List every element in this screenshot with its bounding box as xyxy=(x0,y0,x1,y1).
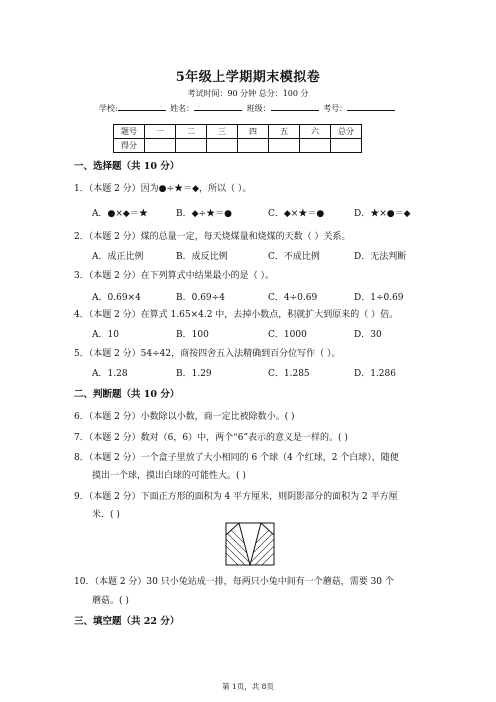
score-cell: 得分 xyxy=(114,139,145,153)
class-label: 班级： xyxy=(246,104,271,113)
option-1c[interactable]: C．◆×★＝● xyxy=(268,209,325,219)
score-input-cell[interactable] xyxy=(300,139,331,153)
option-5a[interactable]: A．1.28 xyxy=(92,369,128,379)
section-heading-choice: 一、选择题（共 10 分） xyxy=(74,161,180,172)
option-2c[interactable]: C．不成比例 xyxy=(268,252,320,262)
option-2d[interactable]: D．无法判断 xyxy=(354,252,407,262)
question-8-continued: 摸出一个球，摸出白球的可能性大。( ) xyxy=(92,471,246,481)
option-4b[interactable]: B．100 xyxy=(176,330,209,340)
option-1a[interactable]: A．●×◆＝★ xyxy=(92,209,148,219)
score-cell: 五 xyxy=(269,125,300,139)
score-cell: 题号 xyxy=(114,125,145,139)
name-blank[interactable] xyxy=(194,102,242,111)
question-3: 3．（本题 2 分）在下列算式中结果最小的是（ ）。 xyxy=(74,271,275,281)
exam-number-blank[interactable] xyxy=(347,102,395,111)
score-input-cell[interactable] xyxy=(145,139,176,153)
option-4c[interactable]: C．1000 xyxy=(268,330,307,340)
option-3c[interactable]: C．4÷0.69 xyxy=(268,293,318,303)
page-footer: 第 1页，共 8页 xyxy=(222,682,274,691)
option-3a[interactable]: A．0.69×4 xyxy=(92,293,141,303)
score-input-cell[interactable] xyxy=(238,139,269,153)
question-6: 6．（本题 2 分）小数除以小数，商一定比被除数小。( ) xyxy=(74,412,295,422)
name-label: 姓名： xyxy=(170,104,195,113)
page-title: 5年级上学期期末模拟卷 xyxy=(175,70,321,85)
option-3b[interactable]: B．0.69÷4 xyxy=(176,293,225,303)
score-cell: 三 xyxy=(207,125,238,139)
score-table-header-row xyxy=(114,125,362,139)
score-cell: 二 xyxy=(176,125,207,139)
question-9-continued: 米．( ) xyxy=(92,510,120,520)
question-5: 5．（本题 2 分）54÷42，商按四舍五入法精确到百分位写作（ ）。 xyxy=(74,349,341,359)
question-7: 7．（本题 2 分）数对（6，6）中，两个“6”表示的意义是一样的。( ) xyxy=(74,433,348,443)
score-input-cell[interactable] xyxy=(176,139,207,153)
option-4a[interactable]: A．10 xyxy=(92,330,119,340)
exam-number-label: 考号： xyxy=(323,104,348,113)
score-cell: 一 xyxy=(145,125,176,139)
score-input-cell[interactable] xyxy=(207,139,238,153)
score-table xyxy=(113,124,362,153)
score-cell: 总分 xyxy=(331,125,362,139)
score-input-cell[interactable] xyxy=(269,139,300,153)
option-5d[interactable]: D．1.286 xyxy=(354,369,396,379)
option-1d[interactable]: D．★×●＝◆ xyxy=(354,209,411,219)
section-heading-judgement: 二、判断题（共 10 分） xyxy=(74,389,180,400)
score-cell: 四 xyxy=(238,125,269,139)
class-blank[interactable] xyxy=(271,102,319,111)
section-heading-fill-blank: 三、填空题（共 22 分） xyxy=(74,616,180,627)
question-1: 1．（本题 2 分）因为●÷★＝◆，所以（ ）。 xyxy=(74,184,252,194)
option-5b[interactable]: B．1.29 xyxy=(176,369,212,379)
question-4: 4．（本题 2 分）在算式 1.65×4.2 中，去掉小数点，积就扩大到原来的（ ）倍。 xyxy=(74,310,399,320)
school-blank[interactable] xyxy=(118,102,166,111)
question-2: 2．（本题 2 分）煤的总量一定，每天烧煤量和烧煤的天数（ ）关系。 xyxy=(74,232,351,242)
question-10-continued: 蘑菇。( ) xyxy=(92,596,129,606)
option-3d[interactable]: D．1÷0.69 xyxy=(354,293,404,303)
option-2b[interactable]: B．成反比例 xyxy=(176,252,228,262)
score-input-cell[interactable] xyxy=(331,139,362,153)
score-cell: 六 xyxy=(300,125,331,139)
school-label: 学校: xyxy=(98,104,118,113)
student-info-fields xyxy=(0,102,496,114)
question-9: 9．（本题 2 分）下面正方形的面积为 4 平方厘米，则阴影部分的面积为 2 平方厘 xyxy=(74,492,398,502)
exam-meta: 考试时间：90 分钟 总分：100 分 xyxy=(187,89,309,98)
option-1b[interactable]: B．◆÷★＝● xyxy=(176,209,232,219)
option-4d[interactable]: D．30 xyxy=(354,330,382,340)
question-8: 8．（本题 2 分）一个盒子里放了大小相同的 6 个球（4 个红球，2 个白球），随便 xyxy=(74,453,399,463)
score-table-score-row xyxy=(114,139,362,153)
question-10: 10．（本题 2 分）30 只小兔站成一排，每两只小兔中间有一个蘑菇，需要 30 个 xyxy=(74,577,394,587)
option-5c[interactable]: C．1.285 xyxy=(268,369,310,379)
shaded-square-figure xyxy=(225,522,275,566)
option-2a[interactable]: A．成正比例 xyxy=(92,252,144,262)
